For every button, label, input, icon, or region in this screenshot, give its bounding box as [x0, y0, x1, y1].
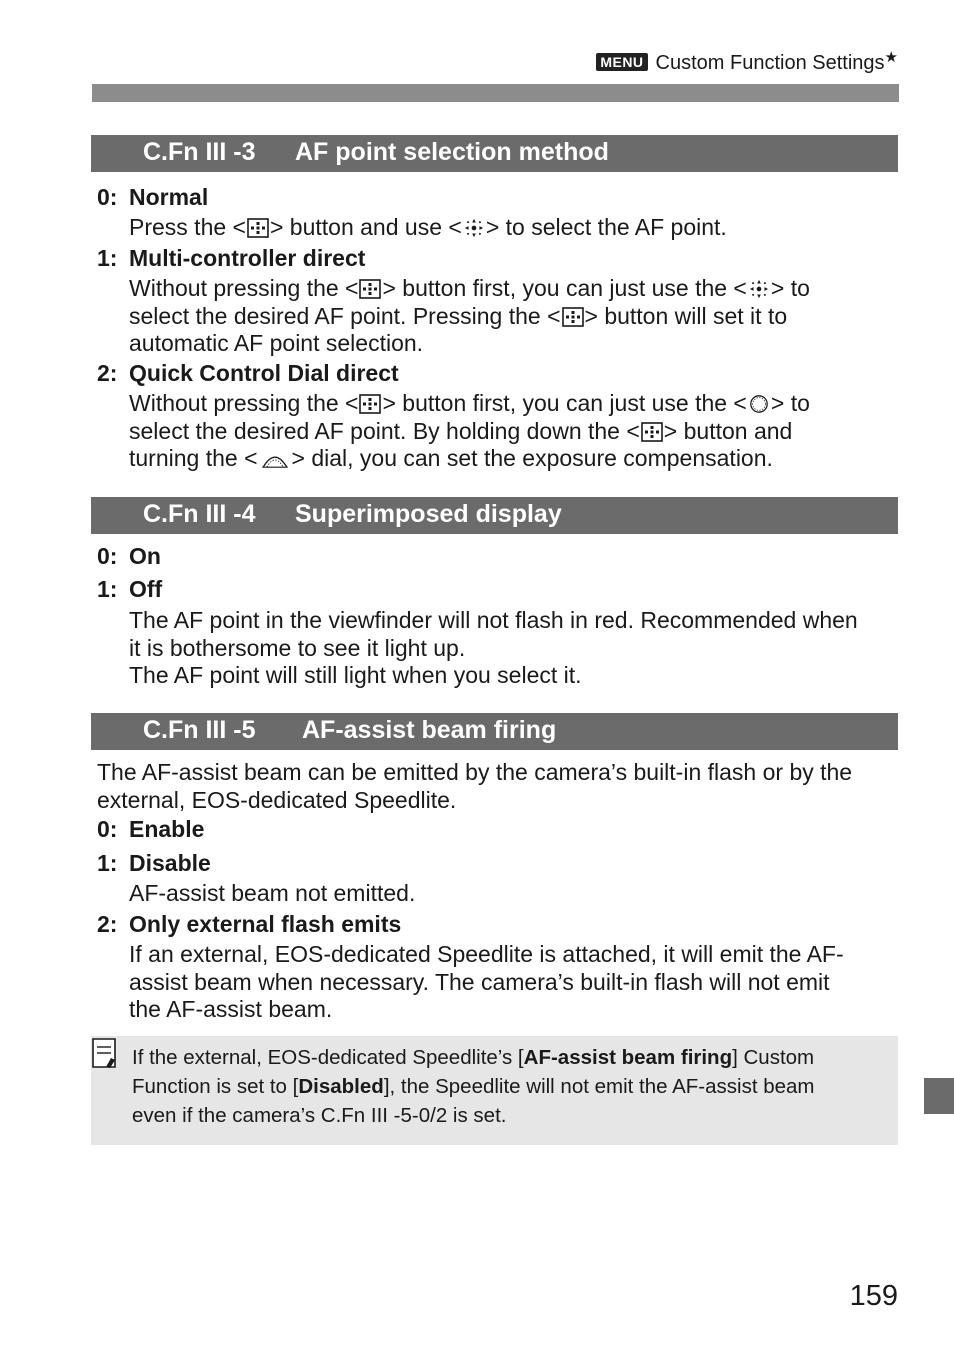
section-title: Superimposed display: [295, 500, 562, 528]
section-number: C.Fn III -3: [143, 138, 256, 166]
option-description: Without pressing the < > button first, you can just use the < > to select the desired AF point. By holding down the < > button and turning the < > dial, you can set the exposure compensation.: [129, 390, 810, 471]
section-title: AF point selection method: [295, 138, 609, 166]
section-title: AF-assist beam firing: [302, 716, 557, 744]
multi-controller-icon: [748, 279, 770, 299]
quick-control-dial-icon: [748, 394, 770, 414]
option-normal: 0: Normal: [97, 184, 209, 210]
option-on: 0: On: [97, 543, 161, 569]
section-heading-cfn5: [91, 713, 898, 750]
running-header: [0, 48, 898, 76]
menu-icon: MENU: [596, 53, 647, 71]
option-description: AF-assist beam not emitted.: [129, 880, 416, 906]
section-heading-cfn3: [91, 135, 898, 172]
option-description: Press the < > button and use < > to select the AF point.: [129, 214, 727, 240]
multi-controller-icon: [463, 218, 485, 238]
af-point-select-button-icon: [359, 279, 381, 299]
note-icon: [92, 1038, 116, 1068]
header-title: Custom Function Settings: [655, 52, 885, 74]
section-number: C.Fn III -5: [143, 716, 256, 744]
af-point-select-button-icon: [247, 218, 269, 238]
option-quick-control-dial-direct: 2: Quick Control Dial direct: [97, 360, 399, 386]
option-only-external-flash-emits: 2: Only external flash emits: [97, 911, 402, 937]
main-dial-icon: [259, 449, 291, 469]
option-disable: 1: Disable: [97, 850, 211, 876]
option-enable: 0: Enable: [97, 816, 205, 842]
option-description: Without pressing the < > button first, you can just use the < > to select the desired AF point. Pressing the < > button will set it to automatic AF point selection.: [129, 275, 810, 356]
note-text: If the external, EOS-dedicated Speedlite’s [AF-assist beam firing] Custom Function is set to [Disabled], the Speedlite will not emit the AF-assist beam even if the camera’s C.Fn III -5-0/2 is set.: [132, 1046, 815, 1127]
chapter-tab: [924, 1078, 954, 1114]
af-point-select-button-icon: [359, 394, 381, 414]
star-icon: ★: [884, 49, 898, 66]
header-rule: [92, 84, 899, 102]
option-multi-controller-direct: 1: Multi-controller direct: [97, 245, 366, 271]
af-point-select-button-icon: [641, 422, 663, 442]
section-heading-cfn4: [91, 497, 898, 534]
option-description: The AF point in the viewfinder will not flash in red. Recommended when it is bothersome to see it light up. The AF point will still light when you select it.: [129, 607, 858, 688]
section-number: C.Fn III -4: [143, 500, 256, 528]
af-point-select-button-icon: [562, 307, 584, 327]
page-number: 159: [849, 1280, 898, 1312]
option-off: 1: Off: [97, 576, 163, 602]
section-intro: The AF-assist beam can be emitted by the camera’s built-in flash or by the external, EOS-dedicated Speedlite.: [97, 759, 853, 813]
option-description: If an external, EOS-dedicated Speedlite is attached, it will emit the AF- assist beam when necessary. The camera’s built-in flash will not emit the AF-assist beam.: [129, 941, 844, 1022]
